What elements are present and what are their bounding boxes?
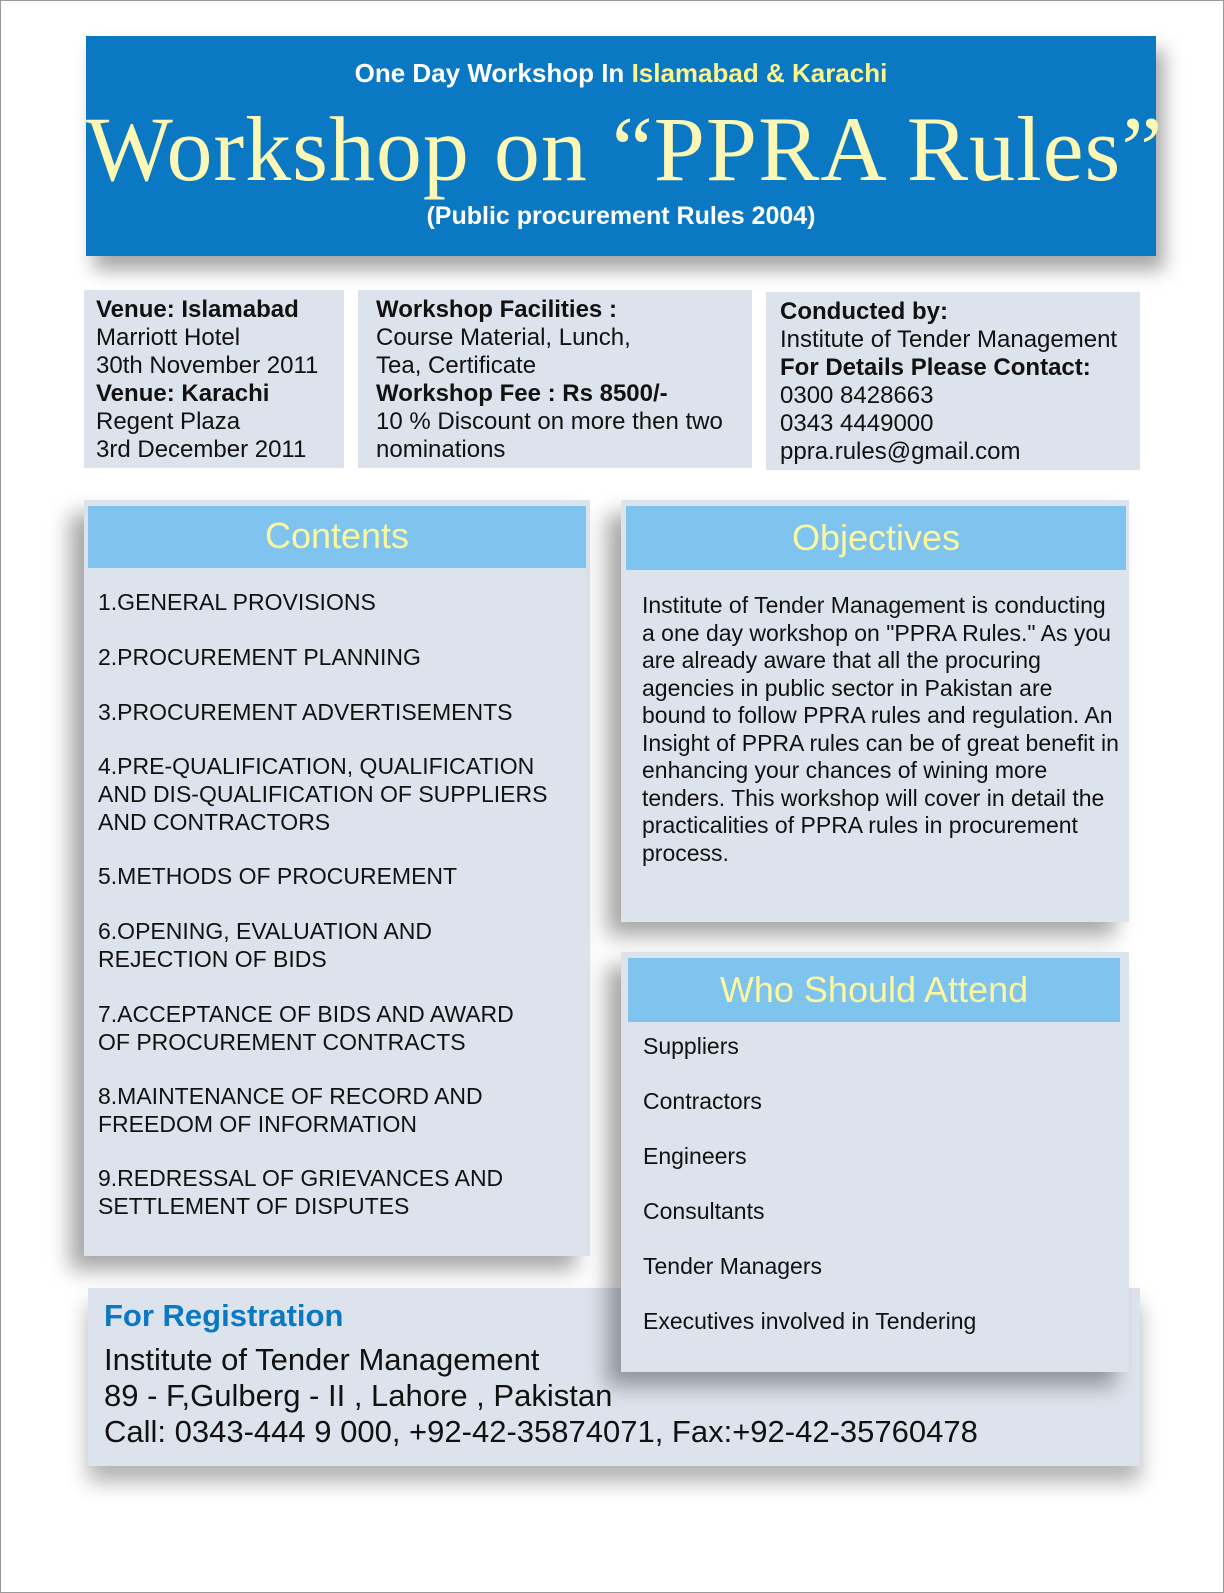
discount-line: nominations [376, 436, 506, 463]
contents-heading: Contents [88, 506, 586, 568]
contents-item: REJECTION OF BIDS [98, 946, 327, 972]
conducted-heading: Conducted by: [780, 298, 948, 325]
contents-item: 9.REDRESSAL OF GRIEVANCES AND [98, 1165, 504, 1191]
registration-org: Institute of Tender Management [104, 1342, 540, 1377]
facilities-line: Tea, Certificate [376, 352, 537, 379]
attend-item: Engineers [643, 1143, 747, 1169]
contact-heading: For Details Please Contact: [780, 354, 1091, 381]
header-banner [86, 36, 1164, 256]
venue-islamabad-place: Marriott Hotel [96, 324, 241, 351]
contents-item: 5.METHODS OF PROCUREMENT [98, 863, 458, 889]
contents-item: 3.PROCUREMENT ADVERTISEMENTS [98, 699, 513, 725]
venue-box [84, 290, 344, 468]
conducted-box [766, 292, 1140, 470]
attend-item: Tender Managers [643, 1253, 822, 1279]
contents-item: 8.MAINTENANCE OF RECORD AND [98, 1083, 483, 1109]
registration-heading: For Registration [104, 1298, 344, 1333]
conducted-org: Institute of Tender Management [780, 326, 1118, 353]
facilities-line: Course Material, Lunch, [376, 324, 631, 351]
objectives-heading: Objectives [626, 506, 1126, 570]
contents-item: 1.GENERAL PROVISIONS [98, 589, 376, 615]
attend-item: Executives involved in Tendering [643, 1308, 977, 1334]
objectives-text: Institute of Tender Management is conducting a one day workshop on "PPRA Rules." As you are already aware that all the procuring agencies in public sector in Pakistan are bound to follow PPRA rules and regulation. An Insight of PPRA rules can be of great benefit in enhancing your chances of wining more tenders. This workshop will cover in detail the practicalities of PPRA rules in procurement process. [642, 592, 1119, 866]
contents-item: AND DIS-QUALIFICATION OF SUPPLIERS [98, 781, 548, 807]
venue-islamabad-date: 30th November 2011 [96, 352, 319, 379]
facilities-heading: Workshop Facilities : [376, 296, 617, 323]
contact-email[interactable]: ppra.rules@gmail.com [780, 438, 1021, 465]
contents-item: 2.PROCUREMENT PLANNING [98, 644, 421, 670]
contents-item: 6.OPENING, EVALUATION AND [98, 918, 433, 944]
registration-call: Call: 0343-444 9 000, +92-42-35874071, Fax:+92-42-35760478 [104, 1414, 978, 1449]
contents-item: AND CONTRACTORS [98, 809, 331, 835]
attend-item: Contractors [643, 1088, 762, 1114]
contents-item: OF PROCUREMENT CONTRACTS [98, 1029, 466, 1055]
contact-phone: 0300 8428663 [780, 382, 934, 409]
attend-item: Suppliers [643, 1033, 739, 1059]
venue-islamabad-label: Venue: Islamabad [96, 296, 299, 323]
venue-karachi-label: Venue: Karachi [96, 380, 270, 407]
contents-item: SETTLEMENT OF DISPUTES [98, 1193, 410, 1219]
discount-line: 10 % Discount on more then two [376, 408, 723, 435]
page-title: Workshop on “PPRA Rules” [86, 98, 1164, 200]
header-subtitle [86, 58, 1156, 89]
venue-karachi-place: Regent Plaza [96, 408, 241, 435]
contents-item: FREEDOM OF INFORMATION [98, 1111, 418, 1137]
subtitle-prefix: One Day Workshop In [354, 58, 625, 88]
venue-karachi-date: 3rd December 2011 [96, 436, 307, 463]
workshop-fee: Workshop Fee : Rs 8500/- [376, 380, 668, 407]
attend-heading: Who Should Attend [628, 958, 1120, 1022]
contents-item: 7.ACCEPTANCE OF BIDS AND AWARD [98, 1001, 514, 1027]
contact-phone: 0343 4449000 [780, 410, 934, 437]
subtitle-places: Islamabad & Karachi [631, 58, 888, 88]
registration-address: 89 - F,Gulberg - II , Lahore , Pakistan [104, 1378, 613, 1413]
facilities-box [358, 290, 752, 468]
attend-item: Consultants [643, 1198, 765, 1224]
header-tagline: (Public procurement Rules 2004) [426, 202, 816, 230]
contents-item: 4.PRE-QUALIFICATION, QUALIFICATION [98, 753, 535, 779]
